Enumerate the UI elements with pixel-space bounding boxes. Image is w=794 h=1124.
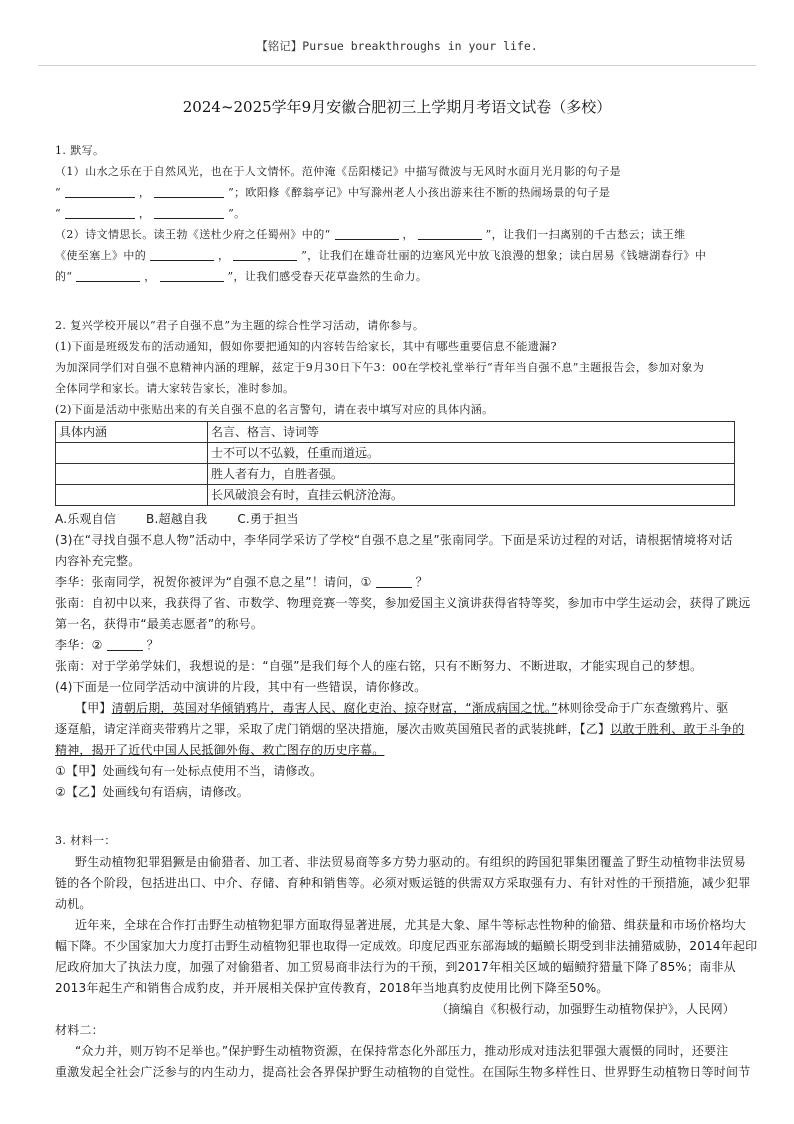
speech-line2-text: 逐趸船，请定洋商夹带鸦片之罪，采取了虎门销烟的坚决措施，屡次击败英国殖民者的武装挑衅，【乙】 bbox=[55, 722, 611, 736]
q3-heading: 3. 材料一： bbox=[55, 834, 116, 847]
material1-line7: 2013年起生产和销售合成豹皮，并开展相关保护宣传教育，2018年当地真豹皮使用比例下降至50%。 bbox=[55, 981, 609, 995]
revise-item1: ①【甲】处画线句有一处标点使用不当，请修改。 bbox=[55, 764, 323, 778]
answer-blank[interactable] bbox=[76, 269, 140, 282]
q1-line4-text: （2）诗文情思长。读王勃《送杜少府之任蜀州》中的“ bbox=[55, 228, 331, 241]
material1-line2: 链的各个阶段，包括进出口、中介、存储、育种和销售等。必须对贩运链的供需双方采取强有力、有针对性的干预措施，减少犯罪 bbox=[55, 876, 751, 890]
q1-line3 bbox=[55, 205, 246, 223]
speech-underlined-yi-cont: 精神，揭开了近代中国人民抵御外侮、救亡图存的历史序幕。 bbox=[55, 743, 385, 757]
q1-line6-end: ”，让我们感受春天花草盎然的生命力。 bbox=[227, 270, 428, 283]
q2-part3-line2: 内容补充完整。 bbox=[55, 554, 141, 568]
table-answer-cell[interactable] bbox=[56, 464, 208, 485]
dialog-line5: 张南：对于学弟学妹们，我想说的是：“自强”是我们每个人的座右铭，只有不断努力、不断进取，才能实现自己的梦想。 bbox=[55, 659, 703, 673]
material1-source: （摘编自《积极行动，加强野生动植物保护》，人民网） bbox=[435, 1002, 735, 1016]
speech-line1 bbox=[75, 699, 728, 717]
material1-line1: 野生动植物犯罪猖獗是由偷猎者、加工者、非法贸易商等多方势力驱动的。有组织的跨国犯罪集团覆盖了野生动植物非法贸易 bbox=[75, 855, 747, 869]
table-answer-cell[interactable] bbox=[56, 443, 208, 464]
table-row bbox=[56, 485, 735, 506]
material2-line2: 重激发起全社会广泛参与的内生动力，提高社会各界保护野生动植物的自觉性。在国际生物多样性日、世界野生动植物日等时间节 bbox=[55, 1065, 751, 1079]
option-b: B.超越自我 bbox=[146, 512, 208, 526]
q1-line3-open: “ bbox=[55, 207, 62, 220]
answer-blank[interactable] bbox=[233, 248, 297, 261]
dialog-line1 bbox=[55, 573, 428, 591]
q2-notice-line1: 为加深同学们对自强不息精神内涵的理解，兹定于9月30日下午3：00在学校礼堂举行“青年当自强不息”主题报告会，参加对象为 bbox=[55, 361, 705, 374]
q2-part2: (2)下面是活动中张贴出来的有关自强不息的名言警句，请在表中填写对应的具体内涵。 bbox=[55, 403, 494, 416]
q1-line3-sep: ， bbox=[138, 207, 151, 220]
q1-line5-sep: ， bbox=[218, 249, 230, 262]
speech-underlined-yi: 以敢于胜利、敢于斗争的 bbox=[610, 722, 745, 736]
q1-line4-end: ”，让我们一扫离别的千古愁云；读王维 bbox=[485, 228, 686, 241]
q1-line2-sep: ， bbox=[138, 186, 151, 199]
dialog-line2: 张南：自初中以来，我获得了省、市数学、物理竞赛一等奖，参加爱国主义演讲获得省特等奖，参加市中学生运动会，获得了跳远 bbox=[55, 596, 751, 610]
speech-underlined-jia: 清朝后期，英国对华倾销鸦片，毒害人民、腐化吏治、掠夺财富，“渐成病国之忧。” bbox=[111, 701, 558, 715]
dialog-line3: 第一名，获得市“最美志愿者”的称号。 bbox=[55, 617, 264, 631]
table-answer-cell[interactable] bbox=[56, 485, 208, 506]
table-quote: 胜人者有力，自胜者强。 bbox=[208, 464, 735, 485]
q1-line3-close: ”。 bbox=[228, 207, 246, 220]
quotes-table bbox=[55, 421, 735, 506]
material1-line4: 近年来，全球在合作打击野生动植物犯罪方面取得显著进展，尤其是大象、犀牛等标志性物种的偷猎、缉获量和市场价格均大 bbox=[75, 918, 747, 932]
material1-line3: 动机。 bbox=[55, 897, 92, 911]
answer-blank[interactable] bbox=[160, 269, 224, 282]
answer-blank[interactable] bbox=[154, 206, 224, 219]
table-header-quotes: 名言、格言、诗词等 bbox=[208, 422, 735, 443]
answer-blank[interactable] bbox=[418, 227, 482, 240]
dialog-line4-text: 李华：② bbox=[55, 638, 103, 652]
table-header-meaning: 具体内涵 bbox=[56, 422, 208, 443]
q1-line2 bbox=[55, 184, 610, 202]
q1-line2-open: “ bbox=[55, 186, 62, 199]
table-row bbox=[56, 464, 735, 485]
material2-line1: “众力并，则万钧不足举也。”保护野生动植物资源，在保持常态化外部压力，推动形成对违法犯罪强大震慑的同时，还要注 bbox=[75, 1044, 729, 1058]
q1-line5-end: ”，让我们在雄奇壮丽的边塞风光中放飞浪漫的想象；读白居易《钱塘湖春行》中 bbox=[301, 249, 707, 262]
answer-blank[interactable] bbox=[335, 227, 399, 240]
option-c: C.勇于担当 bbox=[237, 512, 299, 526]
q1-line4-sep: ， bbox=[402, 228, 414, 241]
q2-options bbox=[55, 510, 299, 528]
q2-notice-line2: 全体同学和家长。请大家转告家长，准时参加。 bbox=[55, 382, 295, 395]
answer-blank[interactable] bbox=[150, 248, 214, 261]
material2-heading: 材料二： bbox=[55, 1023, 104, 1037]
table-quote: 长风破浪会有时，直挂云帆济沧海。 bbox=[208, 485, 735, 506]
q2-part4: (4)下面是一位同学活动中演讲的片段，其中有一些错误，请你修改。 bbox=[55, 680, 427, 694]
q1-heading: 1. 默写。 bbox=[55, 144, 105, 157]
q2-part3-line1: (3)在“寻找自强不息人物”活动中，李华同学采访了学校“自强不息之星”张南同学。下面是采访过程的对话，请根据情境将对话 bbox=[55, 533, 733, 547]
answer-blank[interactable] bbox=[65, 185, 135, 198]
speech-line3 bbox=[55, 741, 384, 759]
q2-heading: 2. 复兴学校开展以“君子自强不息”为主题的综合性学习活动，请你参与。 bbox=[55, 319, 425, 332]
q1-line6 bbox=[55, 268, 427, 286]
q1-line6-text: 的“ bbox=[55, 270, 73, 283]
header-motto: 【铭记】Pursue breakthroughs in your life. bbox=[256, 39, 538, 53]
table-header-row bbox=[56, 422, 735, 443]
table-row bbox=[56, 443, 735, 464]
material1-line6: 尼政府加大了执法力度，加强了对偷猎者、加工贸易商非法行为的干预，到2017年相关区域的蝠鲼狩猎量下降了85%；南非从 bbox=[55, 960, 736, 974]
speech-line2 bbox=[55, 720, 744, 738]
q1-line1: （1）山水之乐在于自然风光，也在于人文情怀。范仲淹《岳阳楼记》中描写微波与无风时水面月光月影的句子是 bbox=[55, 165, 621, 178]
table-quote: 士不可以不弘毅，任重而道远。 bbox=[208, 443, 735, 464]
q1-line5 bbox=[55, 247, 706, 265]
speech-label-jia: 【甲】 bbox=[75, 701, 112, 715]
q1-line4 bbox=[55, 226, 685, 244]
dialog-line1-end: ？ bbox=[415, 575, 428, 589]
dialog-line4-end: ？ bbox=[146, 638, 159, 652]
speech-line1-rest: 林则徐受命于广东查缴鸦片、驱 bbox=[557, 701, 729, 715]
page-title: 2024~2025学年9月安徽合肥初三上学期月考语文试卷（多校） bbox=[182, 98, 612, 116]
q1-line2-text: ”；欧阳修《醉翁亭记》中写滁州老人小孩出游来往不断的热闹场景的句子是 bbox=[228, 186, 611, 199]
revise-item2: ②【乙】处画线句有语病，请修改。 bbox=[55, 785, 249, 799]
q1-line5-text: 《使至塞上》中的 bbox=[55, 249, 147, 262]
q2-part1: (1)下面是班级发布的活动通知，假如你要把通知的内容转告给家长，其中有哪些重要信息不能遗漏? bbox=[55, 340, 557, 353]
q1-line6-sep: ， bbox=[144, 270, 156, 283]
answer-blank[interactable] bbox=[154, 185, 224, 198]
option-a: A.乐观自信 bbox=[55, 512, 117, 526]
material1-line5: 幅下降。不少国家加大力度打击野生动植物犯罪也取得一定成效。印度尼西亚东部海域的蝠鲼长期受到非法捕猎威胁，2014年起印 bbox=[55, 939, 758, 953]
answer-blank[interactable] bbox=[107, 638, 143, 651]
dialog-line1-text: 李华：张南同学，祝贺你被评为“自强不息之星”！请问，① bbox=[55, 575, 372, 589]
answer-blank[interactable] bbox=[376, 575, 412, 588]
header-divider bbox=[38, 65, 756, 66]
dialog-line4 bbox=[55, 636, 159, 654]
answer-blank[interactable] bbox=[65, 206, 135, 219]
